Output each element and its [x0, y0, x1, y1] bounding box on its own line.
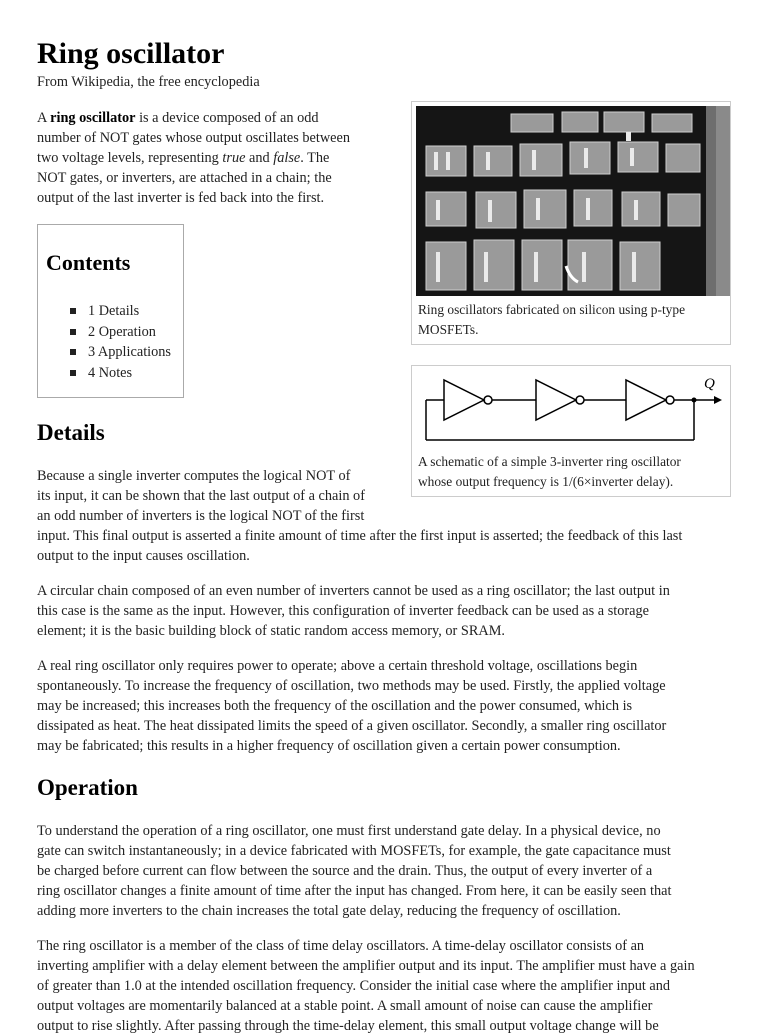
intro-text: and	[245, 150, 274, 166]
text-line: its input, it can be shown that the last output of a chain of	[37, 488, 365, 504]
intro-text: A	[37, 110, 51, 126]
page-title: Ring oscillator	[37, 37, 225, 70]
intro-text: is a device composed of an odd	[135, 110, 319, 126]
schematic-output-label: Q	[704, 376, 715, 392]
text-line: element; it is the basic building block of static random access memory, or SRAM.	[37, 623, 505, 639]
text-line: be charged before current can flow between the source and the drain. Thus, the output of every inverter of a	[37, 863, 653, 879]
intro-text: two voltage levels, representing	[37, 150, 223, 166]
intro-line: number of NOT gates whose output oscillates between	[37, 130, 351, 146]
toc-link[interactable]: 1 Details	[88, 303, 140, 319]
photo-caption-line: Ring oscillators fabricated on silicon using p-type	[418, 302, 686, 317]
text-line: spontaneously. To increase the frequency of oscillation, two methods may be used. Firstly, the applied voltage	[37, 678, 666, 694]
intro-italic-false: false	[273, 150, 301, 166]
text-line: output voltages are momentarily balanced at a stable point. A small amount of noise can cause the amplifier	[37, 998, 653, 1014]
ring-oscillator-schematic[interactable]	[418, 370, 728, 450]
text-line: may be increased; this increases both the frequency of the oscillation and the power consumed, which is	[37, 698, 633, 714]
intro-bold-term: ring oscillator	[50, 110, 136, 126]
text-line: an odd number of inverters is the logical NOT of the first	[37, 508, 365, 524]
intro-line: output of the last inverter is fed back into the first.	[37, 190, 325, 206]
silicon-photo[interactable]	[416, 106, 730, 296]
text-line: The ring oscillator is a member of the class of time delay oscillators. A time-delay oscillator consists of an	[37, 938, 645, 954]
photo-figure	[411, 101, 731, 345]
toc-link[interactable]: 4 Notes	[88, 364, 133, 381]
text-line: may be fabricated; this results in a higher frequency of oscillation given a certain power consumption.	[37, 738, 621, 754]
intro-text: . The	[300, 150, 330, 166]
schematic-caption-line: A schematic of a simple 3-inverter ring oscillator	[418, 454, 681, 469]
text-line: output to rise slightly. After passing through the time-delay element, this small output voltage change will be	[37, 1018, 659, 1034]
schematic-caption-line: whose output frequency is 1/(6×inverter delay).	[418, 474, 674, 489]
text-line: A circular chain composed of an even number of inverters cannot be used as a ring oscillator; the last output in	[37, 583, 670, 599]
inverter-2-icon	[536, 380, 576, 420]
intro-line: NOT gates, or inverters, are attached in a chain; the	[37, 170, 332, 186]
photo-caption-line: MOSFETs.	[418, 322, 479, 337]
schematic-figure	[411, 365, 731, 497]
intro-line	[37, 108, 319, 128]
text-line: Because a single inverter computes the logical NOT of	[37, 468, 351, 484]
table-of-contents	[37, 224, 184, 398]
page-subtitle: From Wikipedia, the free encyclopedia	[37, 74, 260, 90]
inverter-1-icon	[444, 380, 484, 420]
intro-italic-true: true	[222, 150, 246, 166]
text-line: ring oscillator changes a finite amount of time after the input has changed. From here, it can be easily seen that	[37, 883, 672, 899]
operation-heading: Operation	[37, 775, 138, 800]
text-line: output to the input causes oscillation.	[37, 548, 250, 564]
toc-link[interactable]: 3 Applications	[88, 344, 171, 360]
text-line: To understand the operation of a ring oscillator, one must first understand gate delay. In a physical device, no	[37, 823, 661, 839]
silicon-photo-image	[416, 106, 730, 296]
text-line: gate can switch instantaneously; in a device fabricated with MOSFETs, for example, the gate capacitance must	[37, 843, 671, 859]
text-line: input. This final output is asserted a finite amount of time after the first input is asserted; the feedback of this last	[37, 528, 683, 544]
text-line: A real ring oscillator only requires power to operate; above a certain threshold voltage, oscillations begin	[37, 658, 638, 674]
inverter-3-icon	[626, 380, 666, 420]
text-line: dissipated as heat. The heat dissipated limits the speed of a given oscillator. Secondly, a smaller ring oscillator	[37, 718, 667, 734]
toc-title: Contents	[46, 250, 131, 275]
text-line: this case is the same as the input. However, this configuration of inverter feedback can be used as a storage	[37, 603, 649, 619]
text-line: adding more inverters to the chain increases the total gate delay, reducing the frequency of oscillation.	[37, 903, 621, 919]
text-line: of greater than 1.0 at the intended oscillation frequency. Consider the initial case where the amplifier input and	[37, 978, 671, 994]
intro-line	[37, 148, 329, 168]
details-heading: Details	[37, 420, 105, 445]
text-line: inverting amplifier with a delay element between the amplifier output and its input. The amplifier must have a gain	[37, 958, 695, 974]
toc-link[interactable]: 2 Operation	[88, 323, 156, 340]
